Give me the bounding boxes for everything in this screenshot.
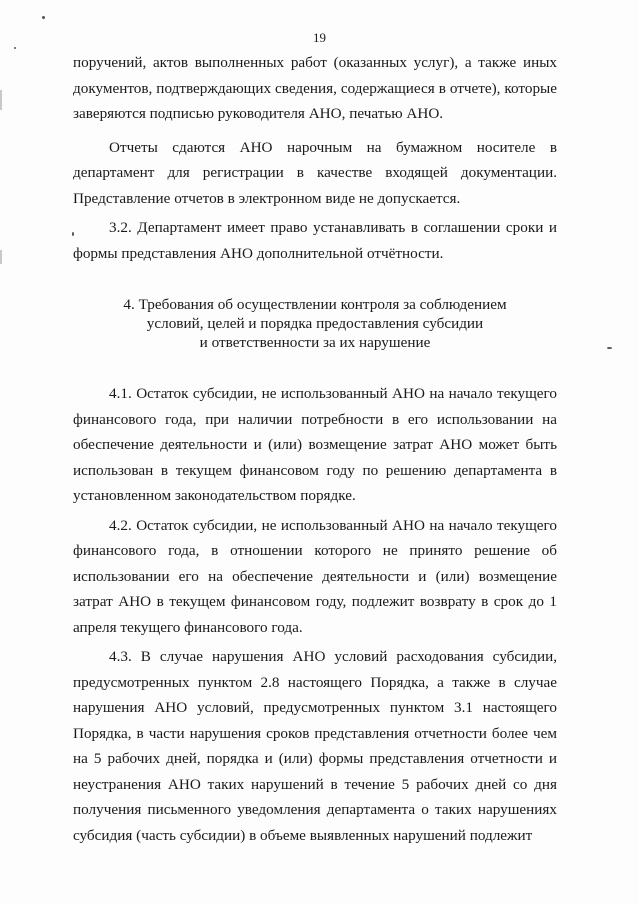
section-title-line: 4. Требования об осуществлении контроля за соблюдением (123, 296, 507, 313)
page-number: 19 (313, 30, 326, 45)
scan-edge-mark (0, 250, 2, 264)
section-4-title (73, 295, 557, 352)
scan-speck (42, 16, 45, 19)
paragraph-reports-delivery: Отчеты сдаются АНО нарочным на бумажном носителе в департамент для регистрации в качестве входящей документации. Представление отчетов в электронном виде не допускается. (73, 138, 557, 207)
section-title-line: условий, целей и порядка предоставления субсидии (146, 315, 484, 332)
scan-edge-mark (0, 90, 2, 110)
document-body (73, 50, 557, 848)
paragraph-continuation: поручений, актов выполненных работ (оказанных услуг), а также иных документов, подтверждающих сведения, содержащиеся в отчете), которые заверяются подписью руководителя АНО, печатью АНО. (73, 54, 557, 122)
paragraph-4-2: 4.2. Остаток субсидии, не использованный АНО на начало текущего финансового года, в отношении которого не принято решение об использовании его на обеспечение деятельности и (или) возмещение затрат АНО в текущем финансовом году, подлежит возврату в срок до 1 апреля текущего финансового года. (73, 516, 557, 636)
paragraph-3-2: 3.2. Департамент имеет право устанавливать в соглашении сроки и формы представления АНО дополнительной отчётности. (73, 219, 557, 262)
paragraph-4-1: 4.1. Остаток субсидии, не использованный АНО на начало текущего финансового года, при наличии потребности в его использовании на обеспечение деятельности и (или) возмещение затрат АНО может быть использован в текущем финансовом году по решению департамента в установленном законодательством порядке. (73, 385, 557, 504)
scan-speck (607, 347, 612, 349)
scan-speck (14, 47, 16, 49)
paragraph-4-3: 4.3. В случае нарушения АНО условий расходования субсидии, предусмотренных пунктом 2.8 настоящего Порядка, а также в случае нарушения АНО условий, предусмотренных пунктом 3.1 настоящего Порядка, в части нарушения сроков представления отчетности более чем на 5 рабочих дней, порядка и (или) формы представления отчетности и неустранения АНО таких нарушений в течение 5 рабочих дней со дня получения письменного уведомления департамента о таких нарушениях субсидия (часть субсидии) в объеме выявленных нарушений подлежит (73, 648, 557, 844)
section-title-line: и ответственности за их нарушение (199, 334, 431, 351)
